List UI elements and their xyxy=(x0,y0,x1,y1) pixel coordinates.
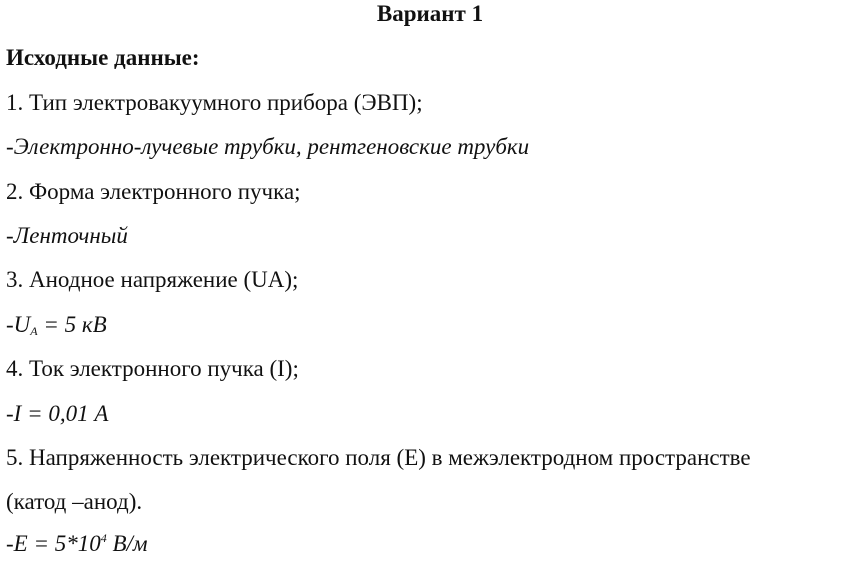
item-2-value: -Ленточный xyxy=(6,223,128,248)
item-4-value: -I = 0,01 А xyxy=(6,401,109,426)
item-5-value-superscript: 4 xyxy=(100,531,107,545)
item-3-value xyxy=(6,311,107,339)
item-5-value-prefix: -E = 5*10 xyxy=(6,531,101,556)
source-data-heading: Исходные данные: xyxy=(6,45,200,70)
item-1-label: 1. Тип электровакуумного прибора (ЭВП); xyxy=(6,90,423,115)
item-5-value xyxy=(6,530,148,558)
item-5-label-line1: 5. Напряженность электрического поля (E) в межэлектродном пространстве xyxy=(6,445,751,470)
item-3-value-subscript: A xyxy=(30,324,38,338)
item-3-label: 3. Анодное напряжение (UA); xyxy=(6,267,299,292)
item-1-value: -Электронно-лучевые трубки, рентгеновские трубки xyxy=(6,134,530,159)
item-3-value-suffix: = 5 кВ xyxy=(37,312,107,337)
variant-title: Вариант 1 xyxy=(376,1,484,26)
item-3-value-prefix: -U xyxy=(6,312,31,337)
item-2-label: 2. Форма электронного пучка; xyxy=(6,179,301,204)
item-5-label-line2: (катод –анод). xyxy=(6,489,143,514)
item-4-label: 4. Ток электронного пучка (I); xyxy=(6,356,299,381)
item-5-value-suffix: В/м xyxy=(106,531,148,556)
